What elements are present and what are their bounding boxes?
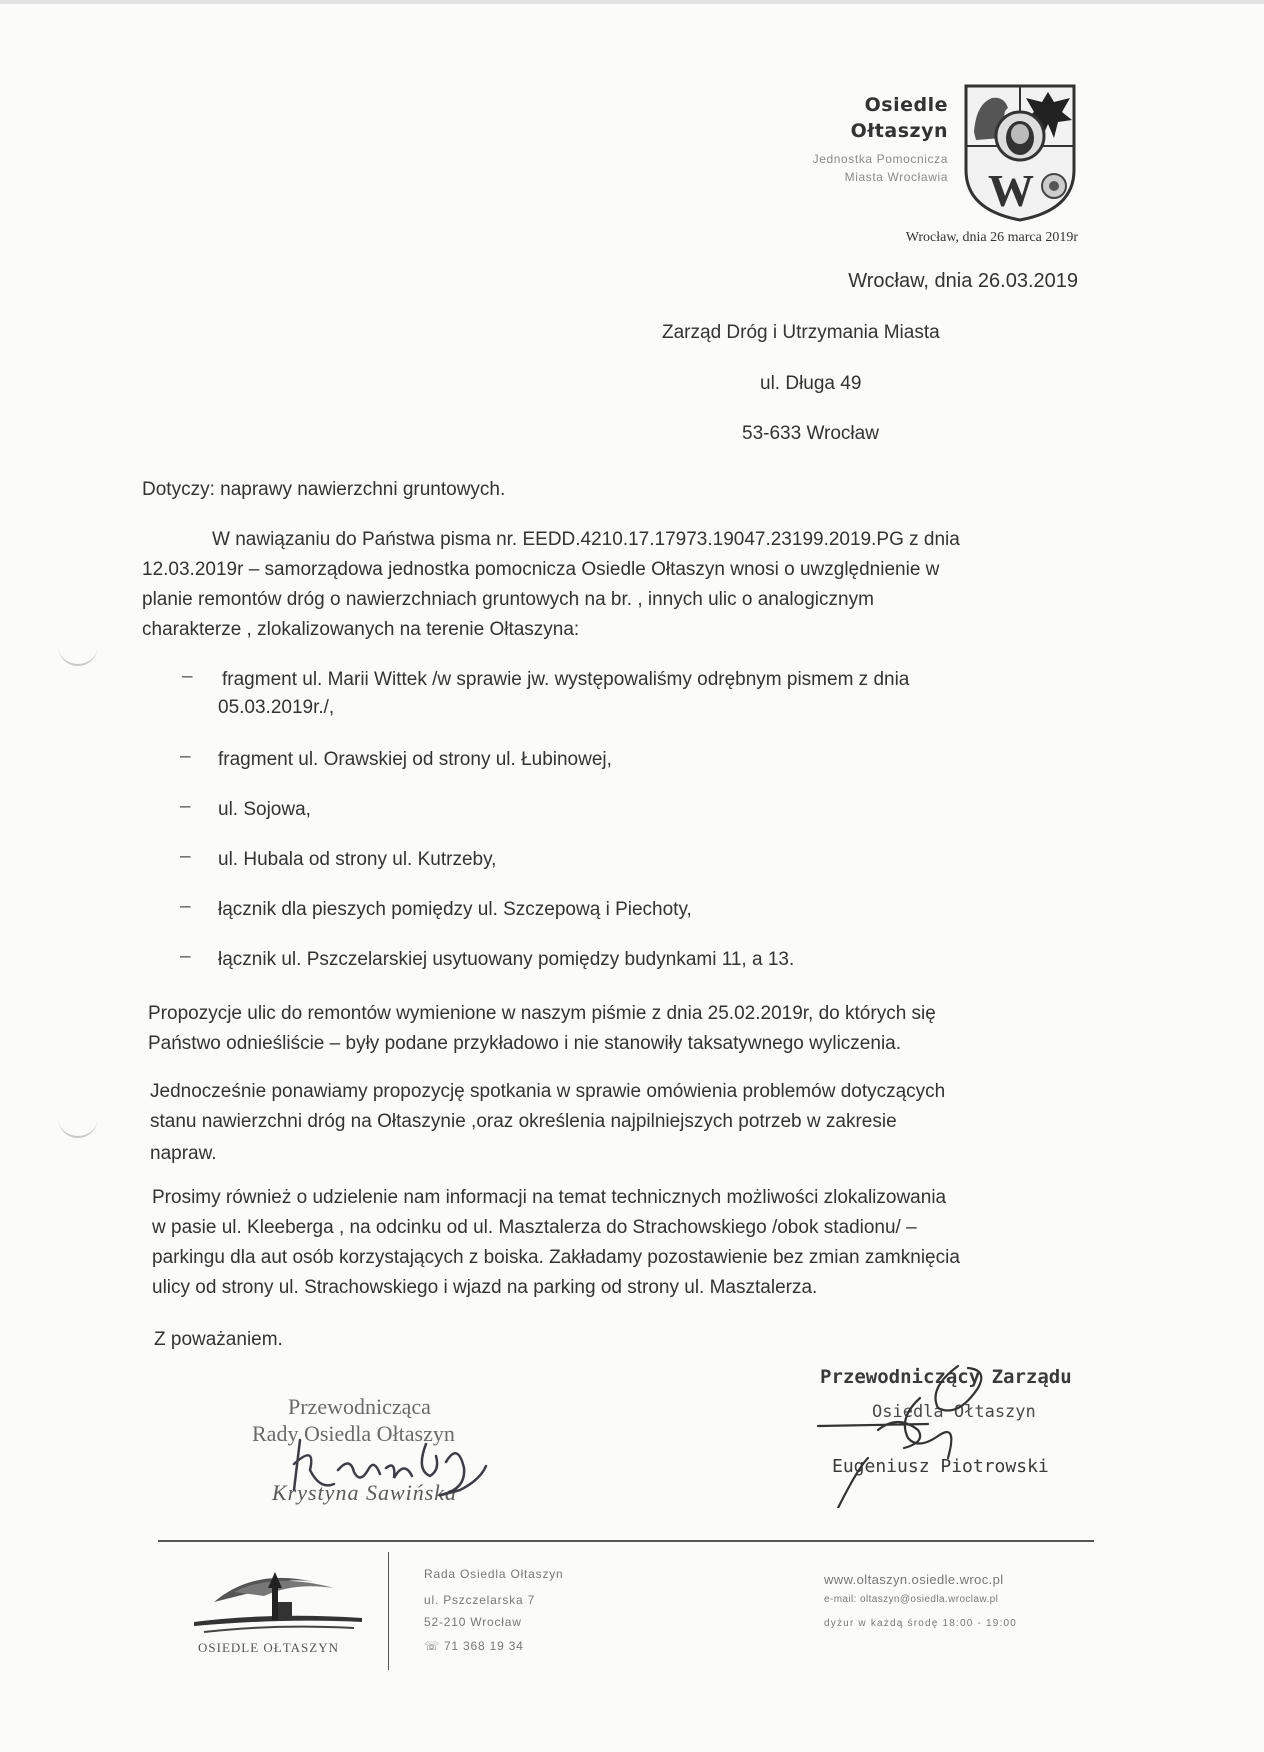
handwritten-signature-icon (280, 1430, 500, 1500)
list-bullet: – (180, 796, 191, 817)
footer-website-link[interactable]: www.oltaszyn.osiedle.wroc.pl (824, 1572, 1004, 1587)
punch-hole-mark (58, 1118, 98, 1138)
coat-of-arms-icon (962, 82, 1078, 222)
punch-hole-mark (58, 646, 98, 666)
footer-phone (424, 1636, 524, 1657)
intro-line: W nawiązaniu do Państwa pisma nr. EEDD.4210.17.17973.19047.23199.2019.PG z dnia (212, 529, 960, 550)
list-bullet: – (180, 846, 191, 867)
footer-email-link[interactable]: e-mail: oltaszyn@osiedla.wroclaw.pl (824, 1594, 999, 1605)
org-line-1: Osiedle (864, 94, 948, 116)
footer-council-name: Rada Osiedla Ołtaszyn (424, 1567, 564, 1581)
list-bullet: – (180, 746, 191, 767)
handwritten-signature-icon (808, 1358, 1058, 1508)
recipient-name: Zarząd Dróg i Utrzymania Miasta (662, 322, 940, 343)
sub-line-1: Jednostka Pomocnicza (812, 152, 948, 166)
paragraph-line: Państwo odnieśliście – były podane przykładowo i nie stanowiły taksatywnego wyliczenia. (148, 1033, 902, 1054)
scan-edge (0, 0, 1264, 4)
footer-phone-number: 71 368 19 34 (443, 1639, 524, 1653)
closing-greeting: Z poważaniem. (154, 1329, 283, 1350)
org-line-2: Ołtaszyn (850, 120, 948, 142)
signature-right-title-2: Osiedla Ołtaszyn (872, 1402, 1036, 1422)
paragraph-line: stanu nawierzchni dróg na Ołtaszynie ,oraz określenia najpilniejszych potrzeb w zakresie (150, 1111, 897, 1132)
footer-brand-name: OSIEDLE OŁTASZYN (198, 1640, 339, 1655)
list-item: łącznik dla pieszych pomiędzy ul. Szczepową i Piechoty, (218, 899, 692, 920)
list-item: fragment ul. Orawskiej od strony ul. Łubinowej, (218, 749, 612, 770)
paragraph-line: parkingu dla aut osób korzystających z boiska. Zakładamy pozostawienie bez zmian zamknięcia (152, 1247, 960, 1268)
signature-right-name: Eugeniusz Piotrowski (832, 1456, 1049, 1477)
recipient-city: 53-633 Wrocław (742, 423, 879, 444)
list-bullet: – (180, 896, 191, 917)
signature-left-title-2: Rady Osiedla Ołtaszyn (252, 1421, 455, 1446)
recipient-street: ul. Długa 49 (760, 373, 862, 394)
list-item: łącznik ul. Pszczelarskiej usytuowany pomiędzy budynkami 11, a 13. (218, 949, 795, 970)
phone-icon: ☏ (424, 1639, 440, 1653)
paragraph-line: Prosimy również o udzielenie nam informacji na temat technicznych możliwości zlokalizowania (152, 1187, 947, 1208)
footer-street: ul. Pszczelarska 7 (424, 1593, 536, 1607)
intro-line: charakterze , zlokalizowanych na terenie Ołtaszyna: (142, 619, 580, 640)
intro-line: 12.03.2019r – samorządowa jednostka pomocnicza Osiedle Ołtaszyn wnosi o uwzględnienie w (142, 559, 940, 580)
sub-line-2: Miasta Wrocławia (844, 170, 948, 184)
paragraph-line: w pasie ul. Kleeberga , na odcinku od ul. Masztalerza do Strachowskiego /obok stadionu/ – (152, 1217, 917, 1238)
date-stamp: Wrocław, dnia 26 marca 2019r (905, 230, 1078, 245)
paragraph-line: napraw. (150, 1143, 217, 1164)
church-landscape-logo-icon (194, 1562, 362, 1636)
letter-date: Wrocław, dnia 26.03.2019 (848, 270, 1078, 292)
signature-left-title: Przewodnicząca (288, 1394, 431, 1419)
footer-divider (158, 1540, 1094, 1542)
list-item: ul. Sojowa, (218, 799, 311, 820)
header-subtitle (813, 150, 948, 186)
list-item: ul. Hubala od strony ul. Kutrzeby, (218, 849, 497, 870)
list-item: fragment ul. Marii Wittek /w sprawie jw. występowaliśmy odrębnym pismem z dnia (222, 669, 910, 690)
footer-office-hours: dyżur w każdą środę 18:00 - 19:00 (824, 1618, 1018, 1629)
footer-city: 52-210 Wrocław (424, 1615, 522, 1629)
crest-letter: W (988, 165, 1034, 216)
list-item-continuation: 05.03.2019r./, (218, 697, 335, 718)
list-bullet: – (182, 666, 193, 687)
paragraph-line: Propozycje ulic do remontów wymienione w naszym piśmie z dnia 25.02.2019r, do których się (148, 1003, 936, 1024)
footer-vertical-divider (388, 1552, 389, 1670)
paragraph-line: ulicy od strony ul. Strachowskiego i wjazd na parking od strony ul. Masztalerza. (152, 1277, 818, 1298)
paragraph-line: Jednocześnie ponawiamy propozycję spotkania w sprawie omówienia problemów dotyczących (150, 1081, 946, 1102)
letter-subject: Dotyczy: naprawy nawierzchni gruntowych. (142, 479, 506, 500)
signature-right-title: Przewodniczący Zarządu (820, 1366, 1072, 1388)
intro-line: planie remontów dróg o nawierzchniach gruntowych na br. , innych ulic o analogicznym (142, 589, 874, 610)
list-bullet: – (180, 946, 191, 967)
header-organization (851, 92, 948, 144)
signature-left-name: Krystyna Sawińska (272, 1480, 458, 1505)
